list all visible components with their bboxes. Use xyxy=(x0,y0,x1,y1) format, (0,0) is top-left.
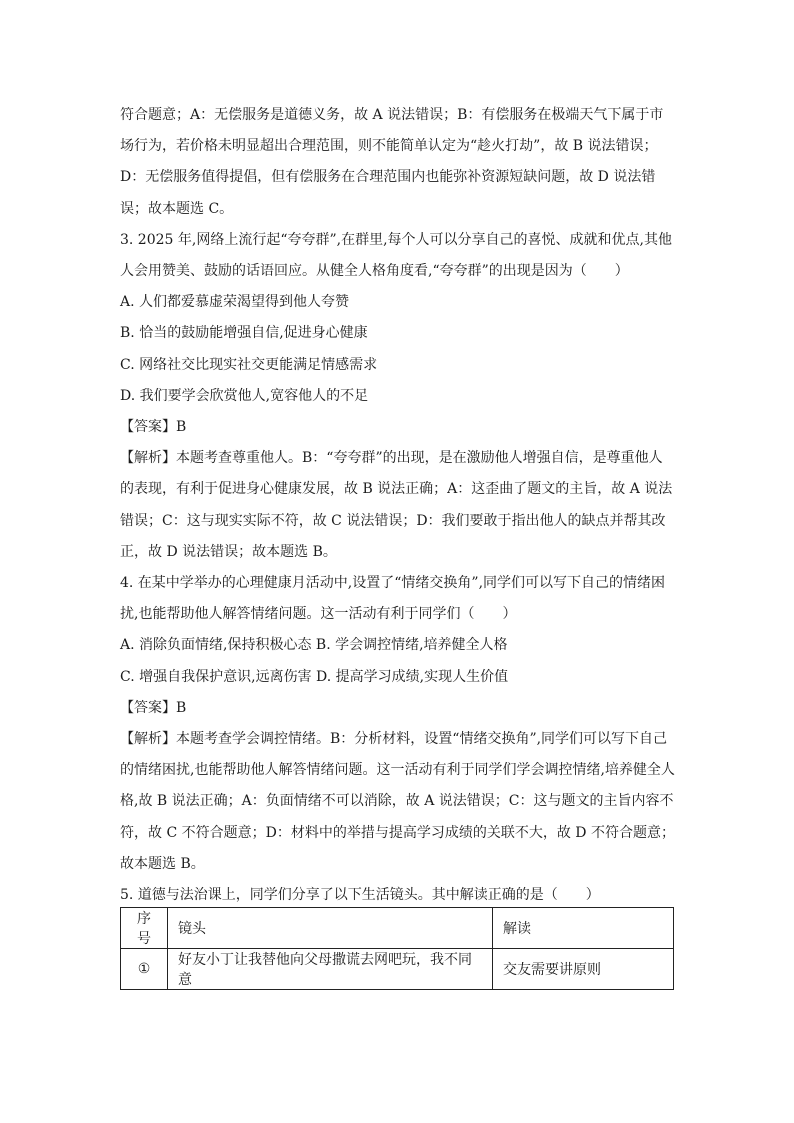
table-header-cell: 镜头 xyxy=(168,908,493,949)
question-3-option-a: A. 人们都爱慕虚荣渴望得到他人夸赞 xyxy=(120,294,350,311)
document-body xyxy=(120,100,675,911)
question-4-answer: 【答案】B xyxy=(120,699,187,716)
table-header-row xyxy=(121,908,674,949)
table-cell: ① xyxy=(121,949,168,990)
question-4-options-ab: A. 消除负面情绪,保持积极心态 B. 学会调控情绪,培养健全人格 xyxy=(120,637,508,654)
table-header-cell: 解读 xyxy=(493,908,674,949)
question-3-option-d: D. 我们要学会欣赏他人,宽容他人的不足 xyxy=(120,387,369,404)
table-cell: 好友小丁让我替他向父母撒谎去网吧玩，我不同意 xyxy=(168,949,493,990)
table-header-cell: 序号 xyxy=(121,908,168,949)
question-4-analysis: 【解析】本题考查学会调控情绪。B：分析材料，设置“情绪交换角”,同学们可以写下自己的情绪困扰,也能帮助他人解答情绪问题。这一活动有利于同学们学会调控情绪,培养健全人格,故 B 说法正确；A：负面情绪不可以消除，故 A 说法错误；C：这与题文的主旨内容不符，故 C 不符合题意；D：材料中的举措与提高学习成绩的关联不大，故 D 不符合题意；故本题选 B。 xyxy=(120,731,675,872)
prev-answer-analysis-tail: 符合题意；A：无偿服务是道德义务，故 A 说法错误；B：有偿服务在极端天气下属于市场行为，若价格未明显超出合理范围，则不能简单认定为“趁火打劫”，故 B 说法错误；D：无偿服务值得提倡，但有偿服务在合理范围内也能弥补资源短缺问题，故 D 说法错误；故本题选 C。 xyxy=(120,107,664,217)
question-3-analysis: 【解析】本题考查尊重他人。B：“夸夸群”的出现，是在激励他人增强自信，是尊重他人的表现，有利于促进身心健康发展，故 B 说法正确；A：这歪曲了题文的主旨，故 A 说法错误；C：这与现实实际不符，故 C 说法错误；D：我们要敢于指出他人的缺点并帮其改正，故 D 说法错误；故本题选 B。 xyxy=(120,450,673,560)
table-cell: 交友需要讲原则 xyxy=(493,949,674,990)
question-4-options-cd: C. 增强自我保护意识,远离伤害 D. 提高学习成绩,实现人生价值 xyxy=(120,668,509,685)
question-3-option-c: C. 网络社交比现实社交更能满足情感需求 xyxy=(120,356,378,373)
question-3-stem: 3. 2025 年,网络上流行起“夸夸群”,在群里,每个人可以分享自己的喜悦、成就和优点,其他人会用赞美、鼓励的话语回应。从健全人格角度看,“夸夸群”的出现是因为（ ） xyxy=(120,231,672,280)
life-scene-table xyxy=(120,907,674,990)
question-4-stem: 4. 在某中学举办的心理健康月活动中,设置了“情绪交换角”,同学们可以写下自己的情绪困扰,也能帮助他人解答情绪问题。这一活动有利于同学们（ ） xyxy=(120,575,666,623)
question-3-answer: 【答案】B xyxy=(120,419,187,436)
question-5-stem: 5. 道德与法治课上，同学们分享了以下生活镜头。其中解读正确的是（ ） xyxy=(120,887,600,904)
question-3-option-b: B. 恰当的鼓励能增强自信,促进身心健康 xyxy=(120,325,368,342)
table-row xyxy=(121,949,674,990)
